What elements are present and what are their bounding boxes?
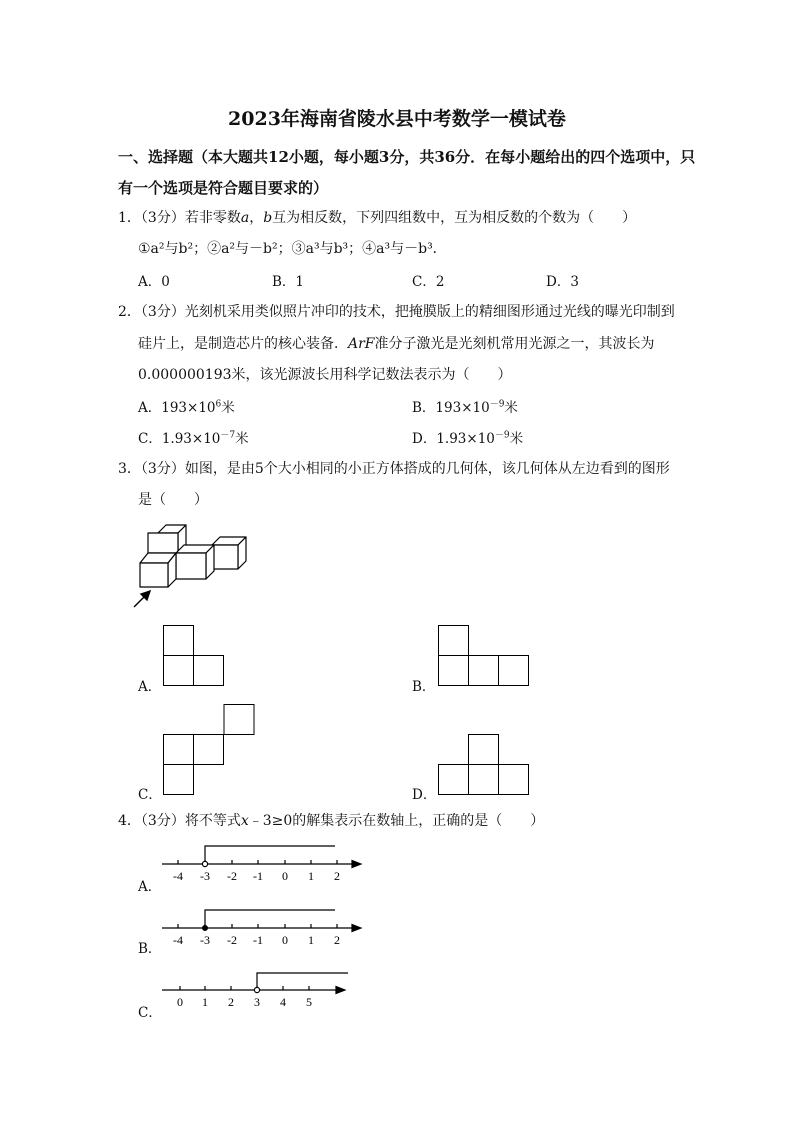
q1-option-c: C．2	[412, 274, 445, 290]
q2-b-exp: －9	[489, 399, 505, 410]
q2-var-arf: ArF	[348, 336, 375, 352]
q3-option-a-shape	[163, 625, 224, 686]
q2-line3: 0.000000193米，该光源波长用科学记数法表示为（ ）	[138, 367, 512, 383]
q3-option-c-shape	[163, 704, 255, 795]
q4-number-line-c	[160, 968, 365, 1013]
q4-stem	[118, 810, 544, 830]
tick-label: 1	[308, 869, 314, 883]
q4-stem-b: ﹣3≥0的解集表示在数轴上，正确的是（ ）	[248, 813, 545, 829]
tick-label: -4	[173, 933, 183, 947]
q3-option-b-shape	[438, 625, 529, 686]
q2-a-exp: 6	[215, 399, 222, 410]
tick-label: 0	[282, 869, 288, 883]
q1-option-a: A．0	[138, 274, 170, 290]
q3-line1: 3．（3分）如图，是由5个大小相同的小正方体搭成的几何体，该几何体从左边看到的图形	[118, 461, 670, 477]
q2-option-d	[412, 427, 523, 447]
q2-d-exp: －9	[494, 430, 510, 441]
q3-option-d-shape	[438, 734, 529, 795]
tick-label: 2	[334, 869, 340, 883]
q4-option-b-label: B．	[138, 941, 162, 957]
q2-c-exp: －7	[220, 430, 236, 441]
tick-label: 2	[334, 933, 340, 947]
q1-stem-a: 1．（3分）若非零数	[118, 210, 241, 226]
q2-option-b	[412, 396, 518, 416]
tick-label: -2	[227, 869, 237, 883]
q2-a-unit: 米	[221, 400, 235, 416]
tick-label: -3	[200, 933, 210, 947]
q1-stem-b: 互为相反数，下列四组数中，互为相反数的个数为（ ）	[272, 210, 637, 226]
tick-label: 5	[306, 995, 312, 1009]
tick-label: 3	[254, 995, 260, 1009]
q1-stem	[118, 207, 636, 227]
q3-option-c-label: C．	[138, 787, 162, 803]
tick-label: 1	[308, 933, 314, 947]
tick-label: -1	[253, 933, 263, 947]
q3-option-d-label: D．	[412, 787, 437, 803]
tick-label: -1	[253, 869, 263, 883]
q3-view-arrow	[134, 591, 150, 607]
q2-option-c	[138, 427, 249, 447]
page-title: 2023年海南省陵水县中考数学一模试卷	[228, 108, 566, 130]
q4-stem-a: 4．（3分）将不等式	[118, 813, 241, 829]
section-heading-line1: 一、选择题（本大题共12小题，每小题3分，共36分．在每小题给出的四个选项中，只	[118, 148, 696, 166]
q4-var-x: x	[240, 813, 249, 829]
q3-option-a-label: A．	[138, 679, 162, 695]
tick-label: 0	[282, 933, 288, 947]
q2-c-unit: 米	[235, 431, 249, 447]
tick-label: -4	[173, 869, 183, 883]
q2-b-base: B．193×10	[412, 400, 490, 416]
q3-line2: 是（ ）	[138, 492, 208, 508]
q1-option-b: B．1	[272, 274, 305, 290]
q1-var-a: a	[240, 210, 250, 226]
q3-cube-figure	[130, 515, 260, 615]
q4-number-line-a	[160, 842, 365, 887]
section-heading-line2: 有一个选项是符合题目要求的）	[118, 179, 329, 197]
tick-label: 1	[202, 995, 208, 1009]
tick-label: -2	[227, 933, 237, 947]
q1-sep: ，	[249, 210, 264, 226]
q1-option-d: D．3	[546, 274, 579, 290]
q3-option-b-label: B．	[412, 679, 436, 695]
q2-line2	[138, 333, 655, 353]
tick-label: 0	[177, 995, 183, 1009]
q1-var-b: b	[263, 210, 273, 226]
tick-label: 4	[280, 995, 286, 1009]
q2-d-unit: 米	[509, 431, 524, 447]
q2-b-unit: 米	[504, 400, 518, 416]
q1-items: ①a²与b²；②a²与－b²；③a³与b³；④a³与－b³．	[138, 241, 447, 257]
q2-a-base: A．193×10	[138, 400, 216, 416]
q2-c-base: C．1.93×10	[138, 431, 221, 447]
q2-d-base: D．1.93×10	[412, 431, 495, 447]
q2-option-a	[138, 396, 235, 416]
q2-line2-b: 准分子激光是光刻机常用光源之一，其波长为	[374, 336, 655, 352]
q2-line2-a: 硅片上，是制造芯片的核心装备．	[138, 336, 348, 352]
q4-option-c-label: C．	[138, 1005, 162, 1021]
q4-option-a-label: A．	[138, 879, 162, 895]
q2-line1: 2．（3分）光刻机采用类似照片冲印的技术，把掩膜版上的精细图形通过光线的曝光印制到	[118, 304, 675, 320]
q4-number-line-b	[160, 906, 365, 951]
tick-label: 2	[228, 995, 234, 1009]
tick-label: -3	[200, 869, 210, 883]
